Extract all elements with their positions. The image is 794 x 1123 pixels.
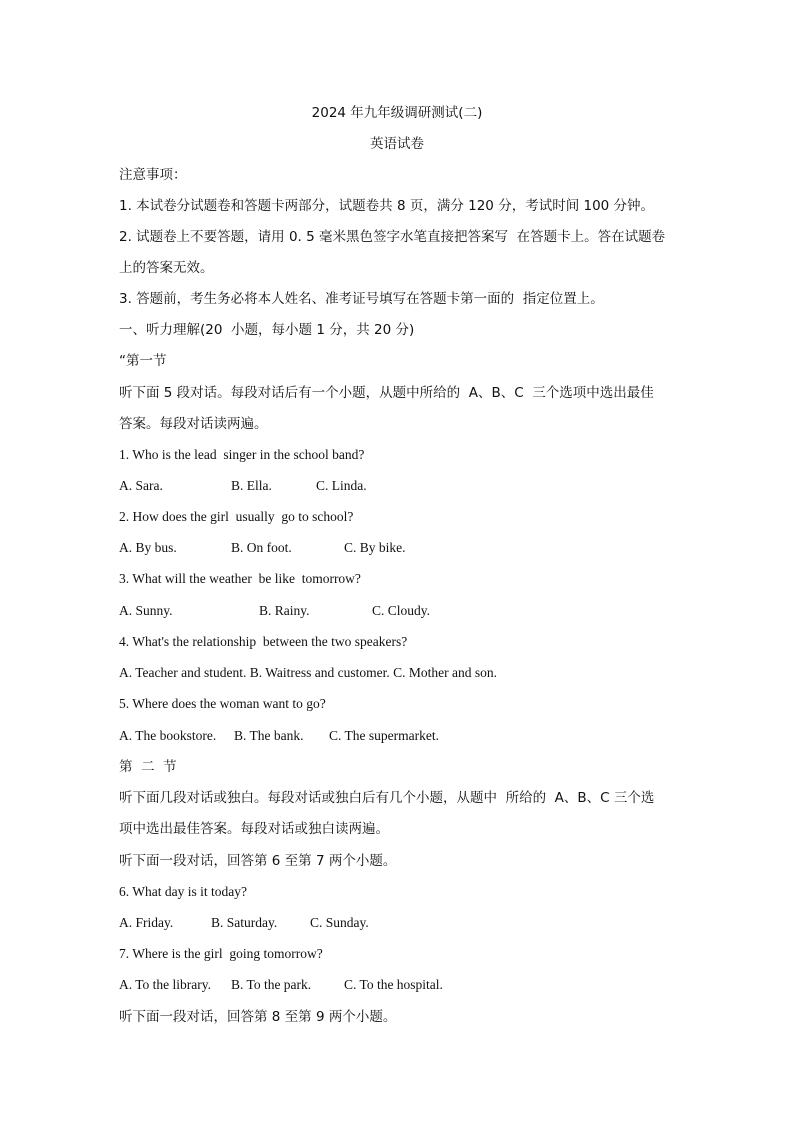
question-7-stem: 7. Where is the girl going tomorrow? [119, 946, 323, 961]
question-7-option-a: A. To the library. [119, 977, 212, 992]
question-6-option-c: C. Sunday. [310, 915, 369, 930]
question-6-option-b: B. Saturday. [211, 915, 278, 930]
question-5-option-c: C. The supermarket. [329, 728, 439, 743]
dialog-2-instructions: 听下面一段对话，回答第 8 至第 9 两个小题。 [119, 1009, 397, 1025]
question-4-stem: 4. What's the relationship between the two speakers? [119, 634, 408, 649]
question-2-stem: 2. How does the girl usually go to school? [119, 509, 354, 524]
dialog-1-instructions: 听下面一段对话，回答第 6 至第 7 两个小题。 [119, 853, 397, 869]
question-1-option-b: B. Ella. [231, 478, 272, 493]
part1-heading: 一、听力理解(20 小题，每小题 1 分，共 20 分) [119, 322, 415, 338]
section2-label: 第 二 节 [119, 759, 177, 775]
question-1-stem: 1. Who is the lead singer in the school band? [119, 447, 365, 462]
section1-instructions-line-2: 答案。每段对话读两遍。 [119, 416, 268, 432]
question-2-option-b: B. On foot. [231, 540, 292, 555]
notice-heading: 注意事项： [119, 167, 187, 183]
section2-instructions-line-1: 听下面几段对话或独白。每段对话或独白后有几个小题，从题中 所给的 A、B、C 三个选 [119, 790, 655, 806]
question-6-option-a: A. Friday. [119, 915, 174, 930]
question-7-option-c: C. To the hospital. [344, 977, 443, 992]
notice-item-2-line-1: 2. 试题卷上不要答题，请用 0. 5 毫米黑色签字水笔直接把答案写 在答题卡上。答在试题卷 [119, 229, 666, 245]
question-2-option-a: A. By bus. [119, 540, 177, 555]
question-3-option-c: C. Cloudy. [372, 603, 431, 618]
question-5-option-a: A. The bookstore. [119, 728, 217, 743]
question-4-options: A. Teacher and student. B. Waitress and customer. C. Mother and son. [119, 665, 498, 680]
question-7-option-b: B. To the park. [231, 977, 312, 992]
question-3-option-b: B. Rainy. [259, 603, 310, 618]
question-6-stem: 6. What day is it today? [119, 884, 247, 899]
question-5-option-b: B. The bank. [234, 728, 304, 743]
exam-title: 2024 年九年级调研测试(二) [311, 105, 483, 121]
question-1-option-c: C. Linda. [316, 478, 367, 493]
question-5-stem: 5. Where does the woman want to go? [119, 696, 326, 711]
question-3-stem: 3. What will the weather be like tomorrow? [119, 571, 361, 586]
notice-item-3: 3. 答题前，考生务必将本人姓名、准考证号填写在答题卡第一面的 指定位置上。 [119, 291, 604, 307]
question-1-option-a: A. Sara. [119, 478, 163, 493]
section2-instructions-line-2: 项中选出最佳答案。每段对话或独白读两遍。 [119, 821, 389, 837]
question-2-option-c: C. By bike. [344, 540, 406, 555]
section1-instructions-line-1: 听下面 5 段对话。每段对话后有一个小题，从题中所给的 A、B、C 三个选项中选出最佳 [119, 385, 654, 401]
question-3-option-a: A. Sunny. [119, 603, 173, 618]
exam-subtitle: 英语试卷 [370, 136, 424, 152]
notice-item-2-line-2: 上的答案无效。 [119, 260, 214, 276]
section1-label: “第一节 [119, 353, 167, 369]
notice-item-1: 1. 本试卷分试题卷和答题卡两部分，试题卷共 8 页，满分 120 分，考试时间 100 分钟。 [119, 198, 655, 214]
